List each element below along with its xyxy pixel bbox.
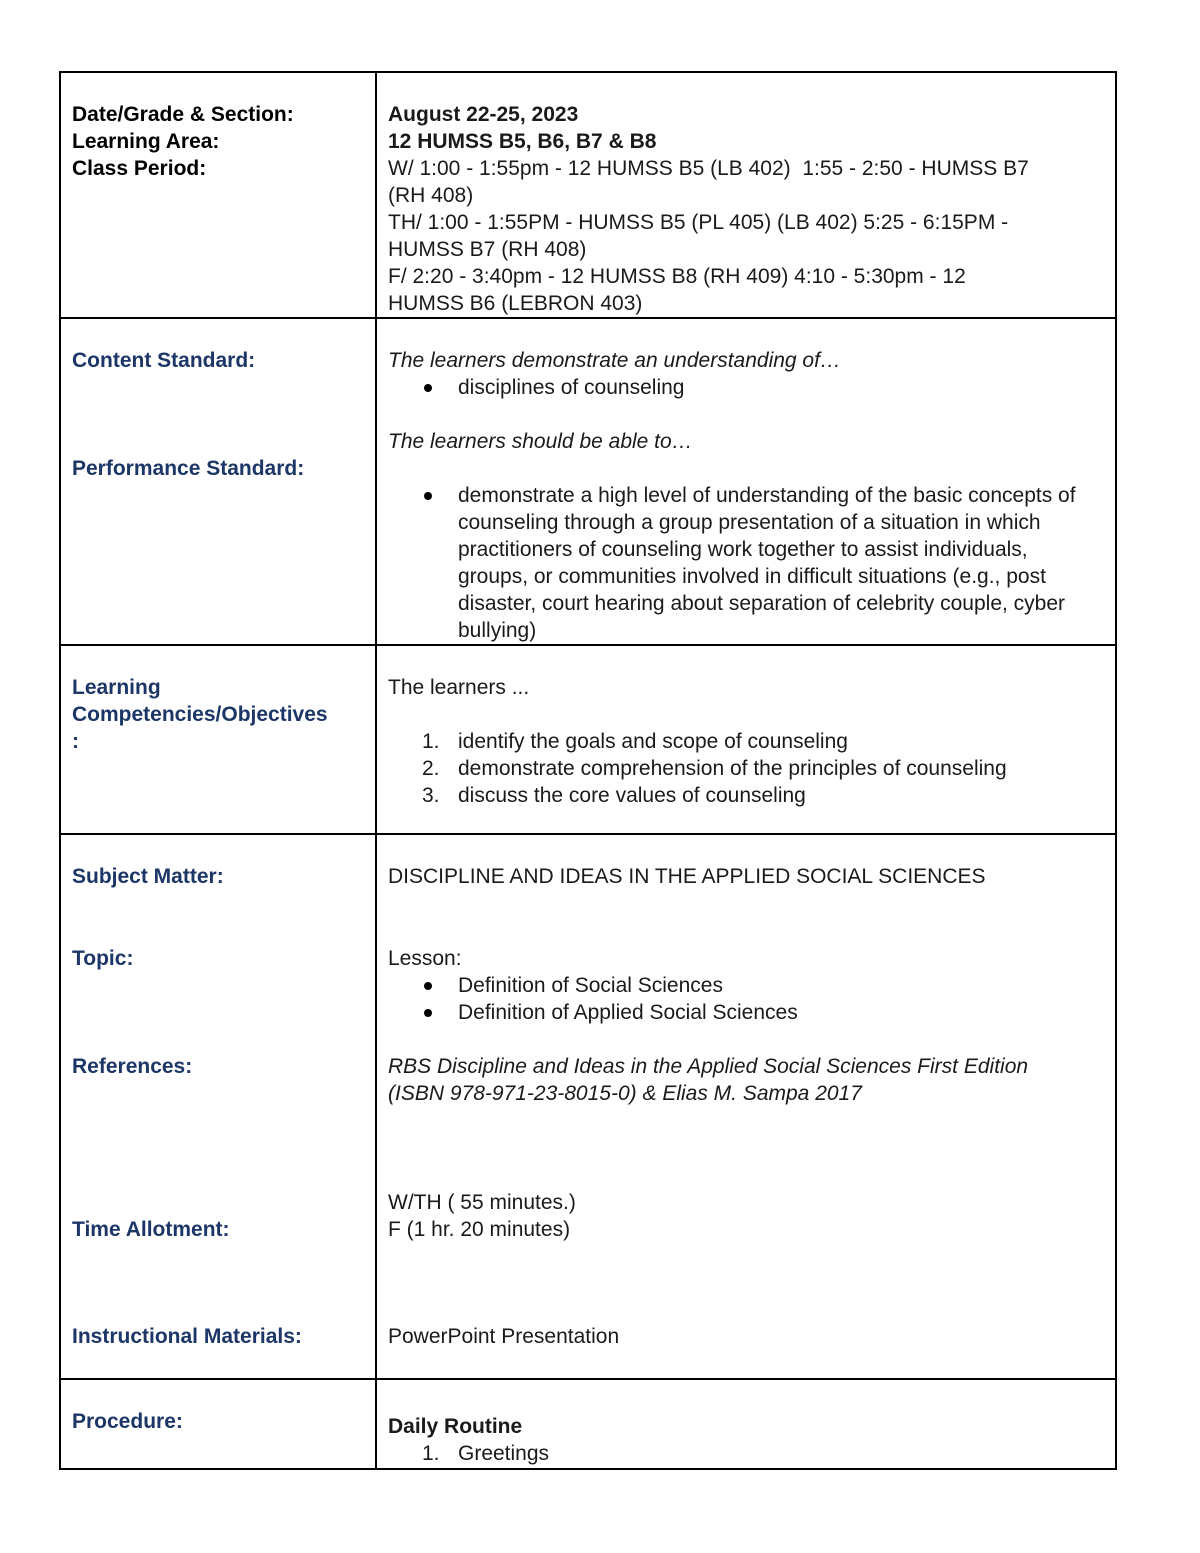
competencies-intro: The learners ... bbox=[388, 676, 530, 699]
lesson-plan-page bbox=[59, 71, 1117, 1470]
subject-matter-label: Subject Matter: bbox=[72, 865, 224, 888]
list-item bbox=[422, 1440, 1105, 1467]
references-line: RBS Discipline and Ideas in the Applied Social Sciences First Edition bbox=[388, 1055, 1029, 1078]
competencies-row bbox=[60, 645, 1116, 834]
list-item bbox=[422, 782, 1105, 809]
references-label: References: bbox=[72, 1055, 193, 1078]
schedule-line: HUMSS B6 (LEBRON 403) bbox=[388, 292, 643, 315]
competencies-value-cell bbox=[376, 645, 1116, 834]
spacer bbox=[388, 401, 1105, 428]
schedule-line: TH/ 1:00 - 1:55PM - HUMSS B5 (PL 405) (LB 402) 5:25 - 6:15PM - bbox=[388, 211, 1009, 234]
references-line: (ISBN 978-971-23-8015-0) & Elias M. Sampa 2017 bbox=[388, 1082, 862, 1105]
subject-label-cell bbox=[60, 834, 376, 1379]
schedule-line: F/ 2:20 - 3:40pm - 12 HUMSS B8 (RH 409) 4:10 - 5:30pm - 12 bbox=[388, 265, 966, 288]
standards-label-cell bbox=[60, 318, 376, 645]
topic-list bbox=[388, 972, 1105, 1026]
header-label-cell bbox=[60, 72, 376, 318]
competencies-label-line: Competencies/Objectives bbox=[72, 703, 328, 726]
class-period-label: Class Period: bbox=[72, 157, 207, 180]
content-standard-label: Content Standard: bbox=[72, 349, 256, 372]
instructional-materials-value: PowerPoint Presentation bbox=[388, 1325, 620, 1348]
competencies-label-cell bbox=[60, 645, 376, 834]
topic-block bbox=[388, 945, 1105, 1026]
list-item bbox=[422, 755, 1105, 782]
schedule-line: (RH 408) bbox=[388, 184, 474, 207]
list-item bbox=[422, 728, 1105, 755]
procedure-value-cell bbox=[376, 1379, 1116, 1469]
learning-area-label: Learning Area: bbox=[72, 130, 220, 153]
procedure-list bbox=[388, 1440, 1105, 1467]
procedure-heading: Daily Routine bbox=[388, 1415, 523, 1438]
spacer bbox=[388, 701, 1105, 728]
standards-row bbox=[60, 318, 1116, 645]
list-number: 1. bbox=[422, 730, 440, 753]
list-text: identify the goals and scope of counseling bbox=[458, 730, 848, 753]
spacer bbox=[388, 455, 1105, 482]
standards-value-cell bbox=[376, 318, 1116, 645]
subject-value-cell bbox=[376, 834, 1116, 1379]
content-standard-intro: The learners demonstrate an understanding of… bbox=[388, 349, 841, 372]
subject-row bbox=[60, 834, 1116, 1379]
competencies-label-line: : bbox=[72, 730, 79, 753]
list-number: 3. bbox=[422, 784, 440, 807]
header-value-cell bbox=[376, 72, 1116, 318]
references-block bbox=[388, 1053, 1028, 1107]
list-text: demonstrate comprehension of the principles of counseling bbox=[458, 757, 1007, 780]
instructional-materials-label: Instructional Materials: bbox=[72, 1325, 302, 1348]
list-number: 2. bbox=[422, 757, 440, 780]
lesson-plan-table bbox=[59, 71, 1117, 1470]
header-row bbox=[60, 72, 1116, 318]
performance-standard-intro: The learners should be able to… bbox=[388, 430, 693, 453]
competencies-label-line: Learning bbox=[72, 676, 161, 699]
date-value: August 22-25, 2023 bbox=[388, 103, 579, 126]
list-item: Definition of Applied Social Sciences bbox=[458, 999, 1105, 1026]
schedule-line: W/ 1:00 - 1:55pm - 12 HUMSS B5 (LB 402) 1:55 - 2:50 - HUMSS B7 bbox=[388, 157, 1029, 180]
time-allotment-block bbox=[388, 1189, 576, 1243]
time-allotment-label: Time Allotment: bbox=[72, 1218, 230, 1241]
list-text: discuss the core values of counseling bbox=[458, 784, 806, 807]
list-item: demonstrate a high level of understanding of the basic concepts of counseling through a group presentation of a situation in which practitioners of counseling work together to assist individuals, groups, or communities involved in difficult situations (e.g., post disaster, court hearing about separation of celebrity couple, cyber bullying) bbox=[458, 482, 1091, 644]
competencies-list bbox=[388, 728, 1105, 809]
topic-label: Topic: bbox=[72, 947, 134, 970]
procedure-row bbox=[60, 1379, 1116, 1469]
time-allotment-line: F (1 hr. 20 minutes) bbox=[388, 1218, 571, 1241]
schedule-line: HUMSS B7 (RH 408) bbox=[388, 238, 587, 261]
list-item: Definition of Social Sciences bbox=[458, 972, 1105, 999]
subject-matter-value: DISCIPLINE AND IDEAS IN THE APPLIED SOCIAL SCIENCES bbox=[388, 865, 986, 888]
procedure-label: Procedure: bbox=[72, 1410, 183, 1433]
performance-standard-list bbox=[388, 482, 1105, 644]
list-number: 1. bbox=[422, 1442, 440, 1465]
topic-intro: Lesson: bbox=[388, 947, 462, 970]
time-allotment-line: W/TH ( 55 minutes.) bbox=[388, 1191, 576, 1214]
section-value: 12 HUMSS B5, B6, B7 & B8 bbox=[388, 130, 657, 153]
performance-standard-label: Performance Standard: bbox=[72, 457, 305, 480]
procedure-label-cell bbox=[60, 1379, 376, 1469]
date-grade-section-label: Date/Grade & Section: bbox=[72, 103, 294, 126]
content-standard-list bbox=[388, 374, 1105, 401]
list-item: disciplines of counseling bbox=[458, 374, 1105, 401]
list-text: Greetings bbox=[458, 1442, 550, 1465]
